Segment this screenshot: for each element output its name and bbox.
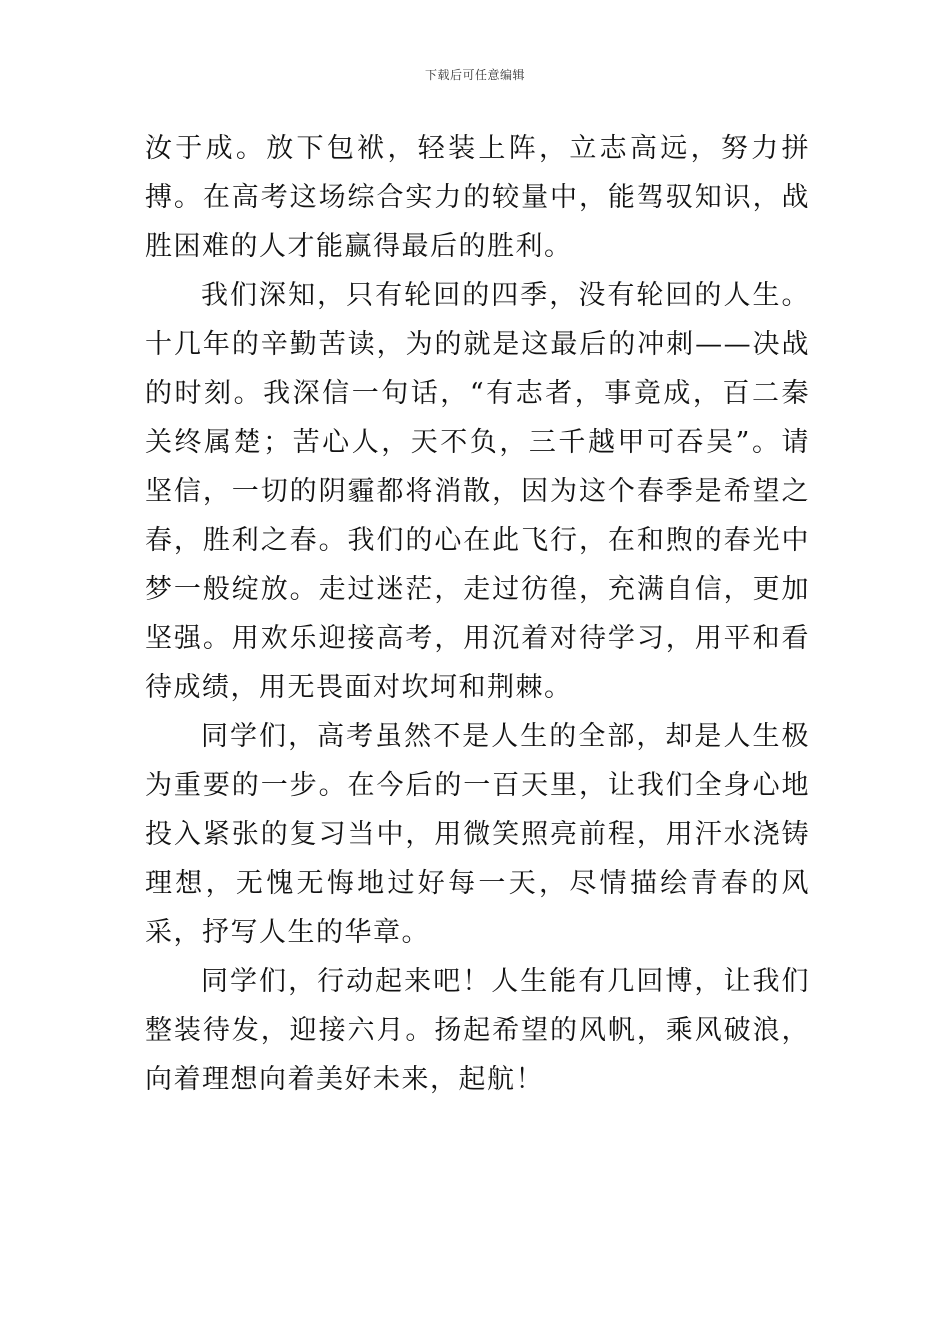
paragraph: 同学们，高考虽然不是人生的全部，却是人生极为重要的一步。在今后的一百天里，让我们全身心地投入紧张的复习当中，用微笑照亮前程，用汗水浇铸理想，无愧无悔地过好每一天，尽情描绘青春的风采，抒写人生的华章。 bbox=[145, 721, 810, 948]
paragraph: 同学们，行动起来吧！人生能有几回博，让我们整装待发，迎接六月。扬起希望的风帆，乘风破浪，向着理想向着美好未来，起航！ bbox=[145, 966, 810, 1095]
document-body bbox=[145, 124, 810, 1104]
paragraph: 我们深知，只有轮回的四季，没有轮回的人生。十几年的辛勤苦读，为的就是这最后的冲刺——决战的时刻。我深信一句话，“有志者，事竟成，百二秦关终属楚；苦心人，天不负，三千越甲可吞吴”。请坚信，一切的阴霾都将消散，因为这个春季是希望之春，胜利之春。我们的心在此飞行，在和煦的春光中梦一般绽放。走过迷茫，走过彷徨，充满自信，更加坚强。用欢乐迎接高考，用沉着对待学习，用平和看待成绩，用无畏面对坎坷和荆棘。 bbox=[145, 280, 810, 703]
header-note: 下载后可任意编辑 bbox=[424, 68, 525, 82]
paragraph-continued: 汝于成。放下包袱，轻装上阵，立志高远，努力拼搏。在高考这场综合实力的较量中，能驾驭知识，战胜困难的人才能赢得最后的胜利。 bbox=[145, 133, 810, 262]
